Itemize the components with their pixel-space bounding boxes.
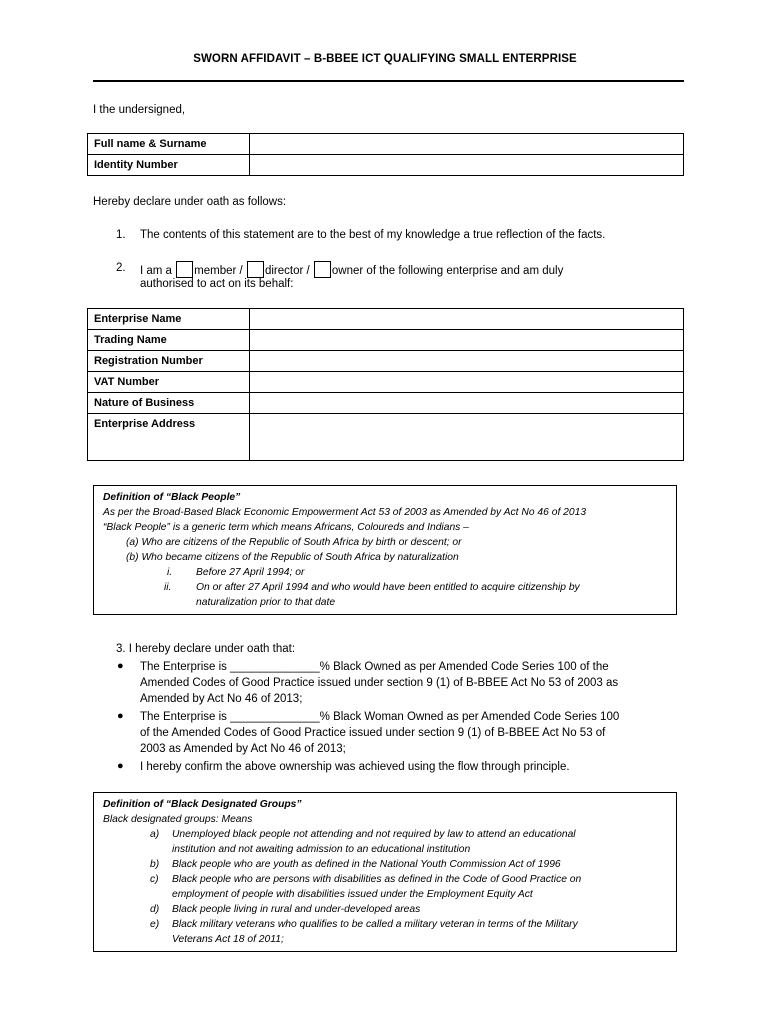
definition-line: Unemployed black people not attending and not required by law to attend an educational: [172, 829, 576, 840]
definition-line: (b) Who became citizens of the Republic of South Africa by naturalization: [126, 552, 459, 563]
identity-number-field[interactable]: [250, 155, 684, 176]
definition-line: Black people living in rural and under-developed areas: [172, 904, 421, 915]
table-row: [88, 393, 684, 414]
definition-line: Black people who are persons with disabilities as defined in the Code of Good Practice on: [172, 874, 582, 885]
owner-label: owner of the following enterprise and am duly: [331, 265, 564, 277]
full-name-field[interactable]: [250, 134, 684, 155]
section3-bullet-line: I hereby confirm the above ownership was achieved using the flow through principle.: [140, 761, 570, 773]
item-number: 1.: [116, 229, 126, 241]
field-label: Registration Number: [88, 351, 250, 372]
item2-line2: authorised to act on its behalf:: [140, 278, 294, 290]
definition-line: employment of people with disabilities issued under the Employment Equity Act: [172, 889, 533, 900]
trading-name-field[interactable]: [250, 330, 684, 351]
nature-of-business-field[interactable]: [250, 393, 684, 414]
section3-bullet-line: of the Amended Codes of Good Practice issued under section 9 (1) of B-BBEE Act No 53 of: [140, 727, 606, 739]
black-people-definition-box: [93, 485, 677, 615]
item2-prefix: I am a: [140, 265, 172, 277]
definition-line: Black designated groups: Means: [103, 814, 253, 825]
document-title: SWORN AFFIDAVIT – B-BBEE ICT QUALIFYING SMALL ENTERPRISE: [193, 53, 577, 65]
member-label: member /: [194, 265, 243, 277]
definition-mark: c): [150, 874, 159, 885]
section3-bullet-line: Amended Codes of Good Practice issued under section 9 (1) of B-BBEE Act No 53 of 2003 as: [140, 677, 619, 689]
declare-heading: Hereby declare under oath as follows:: [93, 196, 287, 208]
definition-heading: Definition of “Black People”: [103, 492, 241, 503]
section3-bullet-line: 2003 as Amended by Act No 46 of 2013;: [140, 743, 346, 755]
definition-line: Black military veterans who qualifies to be called a military veteran in terms of the Military: [172, 919, 578, 930]
field-label: Nature of Business: [88, 393, 250, 414]
table-row: [88, 155, 684, 176]
field-label: Enterprise Name: [88, 309, 250, 330]
table-row: [88, 372, 684, 393]
field-label: Trading Name: [88, 330, 250, 351]
field-label: Enterprise Address: [88, 414, 250, 461]
bullet-icon: ●: [117, 660, 124, 672]
section3-heading: 3. I hereby declare under oath that:: [116, 643, 296, 655]
designated-groups-definition-box: [93, 792, 677, 952]
definition-line: “Black People” is a generic term which means Africans, Coloureds and Indians –: [103, 522, 469, 533]
enterprise-address-field[interactable]: [250, 414, 684, 461]
definition-line: As per the Broad-Based Black Economic Empowerment Act 53 of 2003 as Amended by Act No 46 of 2013: [103, 507, 587, 518]
enterprise-details-table: [87, 308, 684, 461]
table-row: [88, 351, 684, 372]
field-label: Full name & Surname: [88, 134, 250, 155]
owner-checkbox[interactable]: [314, 261, 331, 278]
vat-number-field[interactable]: [250, 372, 684, 393]
definition-mark: b): [150, 859, 160, 870]
definition-mark: a): [150, 829, 160, 840]
definition-mark: d): [150, 904, 160, 915]
definition-line: naturalization prior to that date: [196, 597, 336, 608]
definition-line: On or after 27 April 1994 and who would have been entitled to acquire citizenship by: [196, 582, 580, 593]
definition-line: (a) Who are citizens of the Republic of South Africa by birth or descent; or: [126, 537, 462, 548]
table-row: [88, 330, 684, 351]
definition-heading: Definition of “Black Designated Groups”: [103, 799, 302, 810]
item2-line1: [140, 261, 563, 278]
member-checkbox[interactable]: [176, 261, 193, 278]
definition-mark: ii.: [164, 582, 172, 593]
table-row: [88, 414, 684, 461]
field-label: Identity Number: [88, 155, 250, 176]
director-checkbox[interactable]: [247, 261, 264, 278]
title-underline: [93, 80, 684, 82]
section3-bullet-line: Amended by Act No 46 of 2013;: [140, 693, 303, 705]
definition-line: Before 27 April 1994; or: [196, 567, 305, 578]
section3-bullet-line: The Enterprise is ______________% Black Owned as per Amended Code Series 100 of the: [140, 661, 609, 673]
enterprise-name-field[interactable]: [250, 309, 684, 330]
bullet-icon: ●: [117, 710, 124, 722]
registration-number-field[interactable]: [250, 351, 684, 372]
field-label: VAT Number: [88, 372, 250, 393]
table-row: [88, 134, 684, 155]
personal-details-table: [87, 133, 684, 176]
definition-mark: i.: [167, 567, 173, 578]
definition-line: Black people who are youth as defined in the National Youth Commission Act of 1996: [172, 859, 561, 870]
director-label: director /: [264, 265, 310, 277]
definition-line: Veterans Act 18 of 2011;: [172, 934, 284, 945]
bullet-icon: ●: [117, 760, 124, 772]
definition-line: institution and not awaiting admission to an educational institution: [172, 844, 471, 855]
section3-bullet-line: The Enterprise is ______________% Black Woman Owned as per Amended Code Series 100: [140, 711, 620, 723]
definition-mark: e): [150, 919, 160, 930]
item-number: 2.: [116, 262, 126, 274]
item1-text: The contents of this statement are to the best of my knowledge a true reflection of the facts.: [140, 229, 606, 241]
intro-text: I the undersigned,: [93, 104, 186, 116]
table-row: [88, 309, 684, 330]
